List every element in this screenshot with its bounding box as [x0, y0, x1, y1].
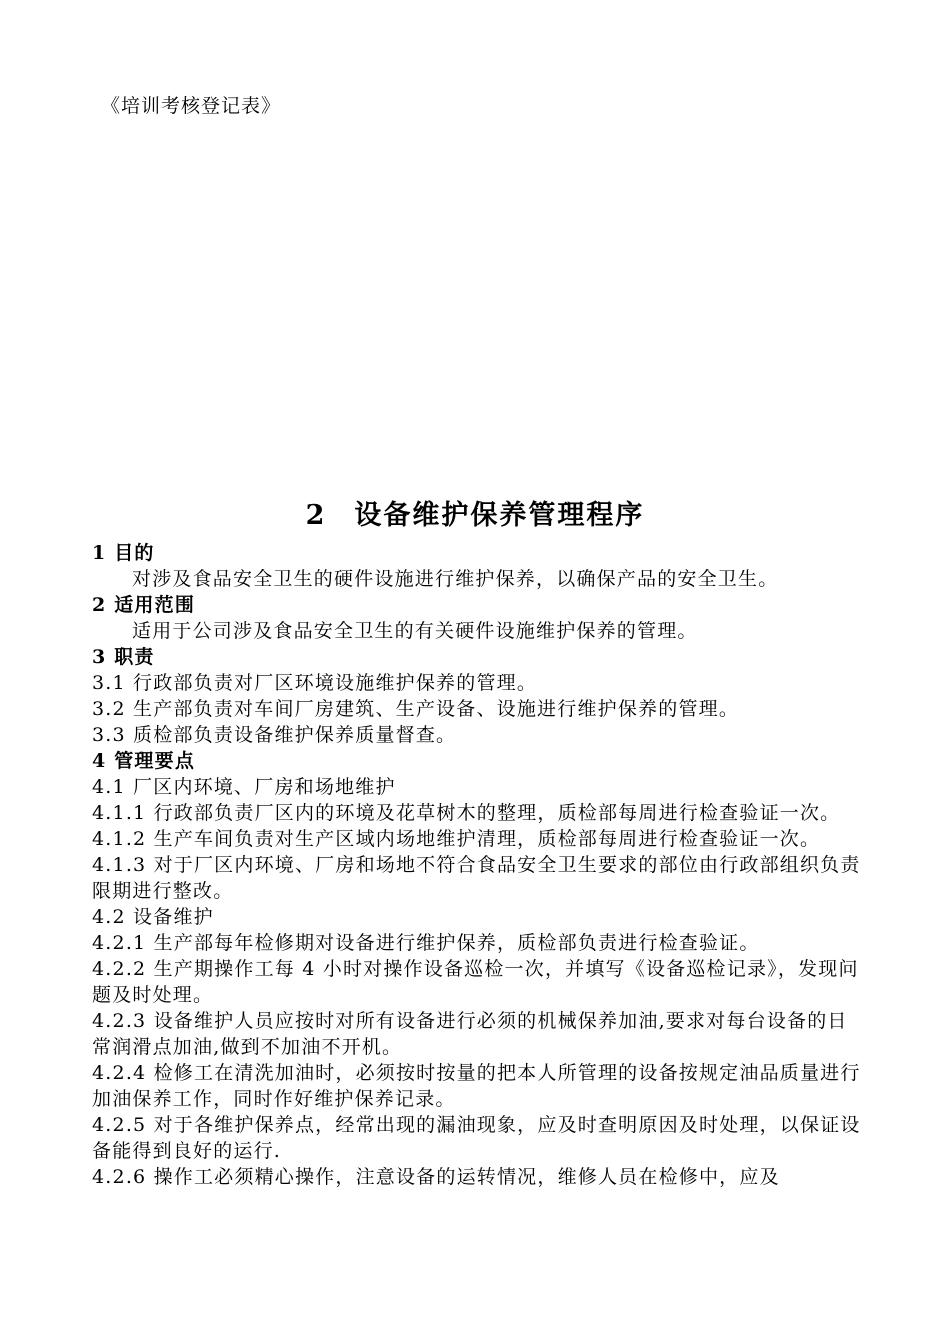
previous-page-tail: 《培训考核登记表》 — [101, 95, 282, 117]
key-point-item: 4.2.3 设备维护人员应按时对所有设备进行必须的机械保养加油,要求对每台设备的日常润滑点加油,做到不加油不开机。 — [92, 1010, 848, 1058]
document-body — [92, 540, 862, 1190]
key-point-subheading: 4.2 设备维护 — [92, 906, 214, 928]
key-point-item: 4.2.4 检修工在清洗加油时，必须按时按量的把本人所管理的设备按规定油品质量进行加油保养工作，同时作好维护保养记录。 — [92, 1062, 861, 1110]
section-heading-purpose: 1 目的 — [92, 542, 155, 564]
page-title — [0, 496, 950, 536]
key-point-item: 4.2.1 生产部每年检修期对设备进行维护保养，质检部负责进行检查验证。 — [92, 932, 760, 954]
responsibility-item: 3.3 质检部负责设备维护保养质量督查。 — [92, 724, 457, 746]
section-heading-scope: 2 适用范围 — [92, 594, 196, 616]
key-point-item: 4.1.1 行政部负责厂区内的环境及花草树木的整理，质检部每周进行检查验证一次。 — [92, 802, 841, 824]
key-point-item: 4.2.5 对于各维护保养点，经常出现的漏油现象，应及时查明原因及时处理，以保证设备能得到良好的运行. — [92, 1114, 861, 1162]
section-text-purpose: 对涉及食品安全卫生的硬件设施进行维护保养，以确保产品的安全卫生。 — [132, 568, 779, 590]
section-text-scope: 适用于公司涉及食品安全卫生的有关硬件设施维护保养的管理。 — [132, 620, 698, 642]
section-heading-key-points: 4 管理要点 — [92, 750, 196, 772]
key-point-subheading: 4.1 厂区内环境、厂房和场地维护 — [92, 776, 396, 798]
title-text: 设备维护保养管理程序 — [354, 500, 645, 531]
key-point-item: 4.2.6 操作工必须精心操作，注意设备的运转情况，维修人员在检修中，应及 — [92, 1166, 780, 1188]
responsibility-item: 3.1 行政部负责对厂区环境设施维护保养的管理。 — [92, 672, 538, 694]
key-point-item: 4.1.2 生产车间负责对生产区域内场地维护清理，质检部每周进行检查验证一次。 — [92, 828, 821, 850]
section-heading-responsibilities: 3 职责 — [92, 646, 155, 668]
responsibility-item: 3.2 生产部负责对车间厂房建筑、生产设备、设施进行维护保养的管理。 — [92, 698, 740, 720]
title-number: 2 — [305, 500, 327, 531]
key-point-item: 4.2.2 生产期操作工每 4 小时对操作设备巡检一次，并填写《设备巡检记录》，发现问题及时处理。 — [92, 958, 859, 1006]
key-point-item: 4.1.3 对于厂区内环境、厂房和场地不符合食品安全卫生要求的部位由行政部组织负责限期进行整改。 — [92, 854, 861, 902]
